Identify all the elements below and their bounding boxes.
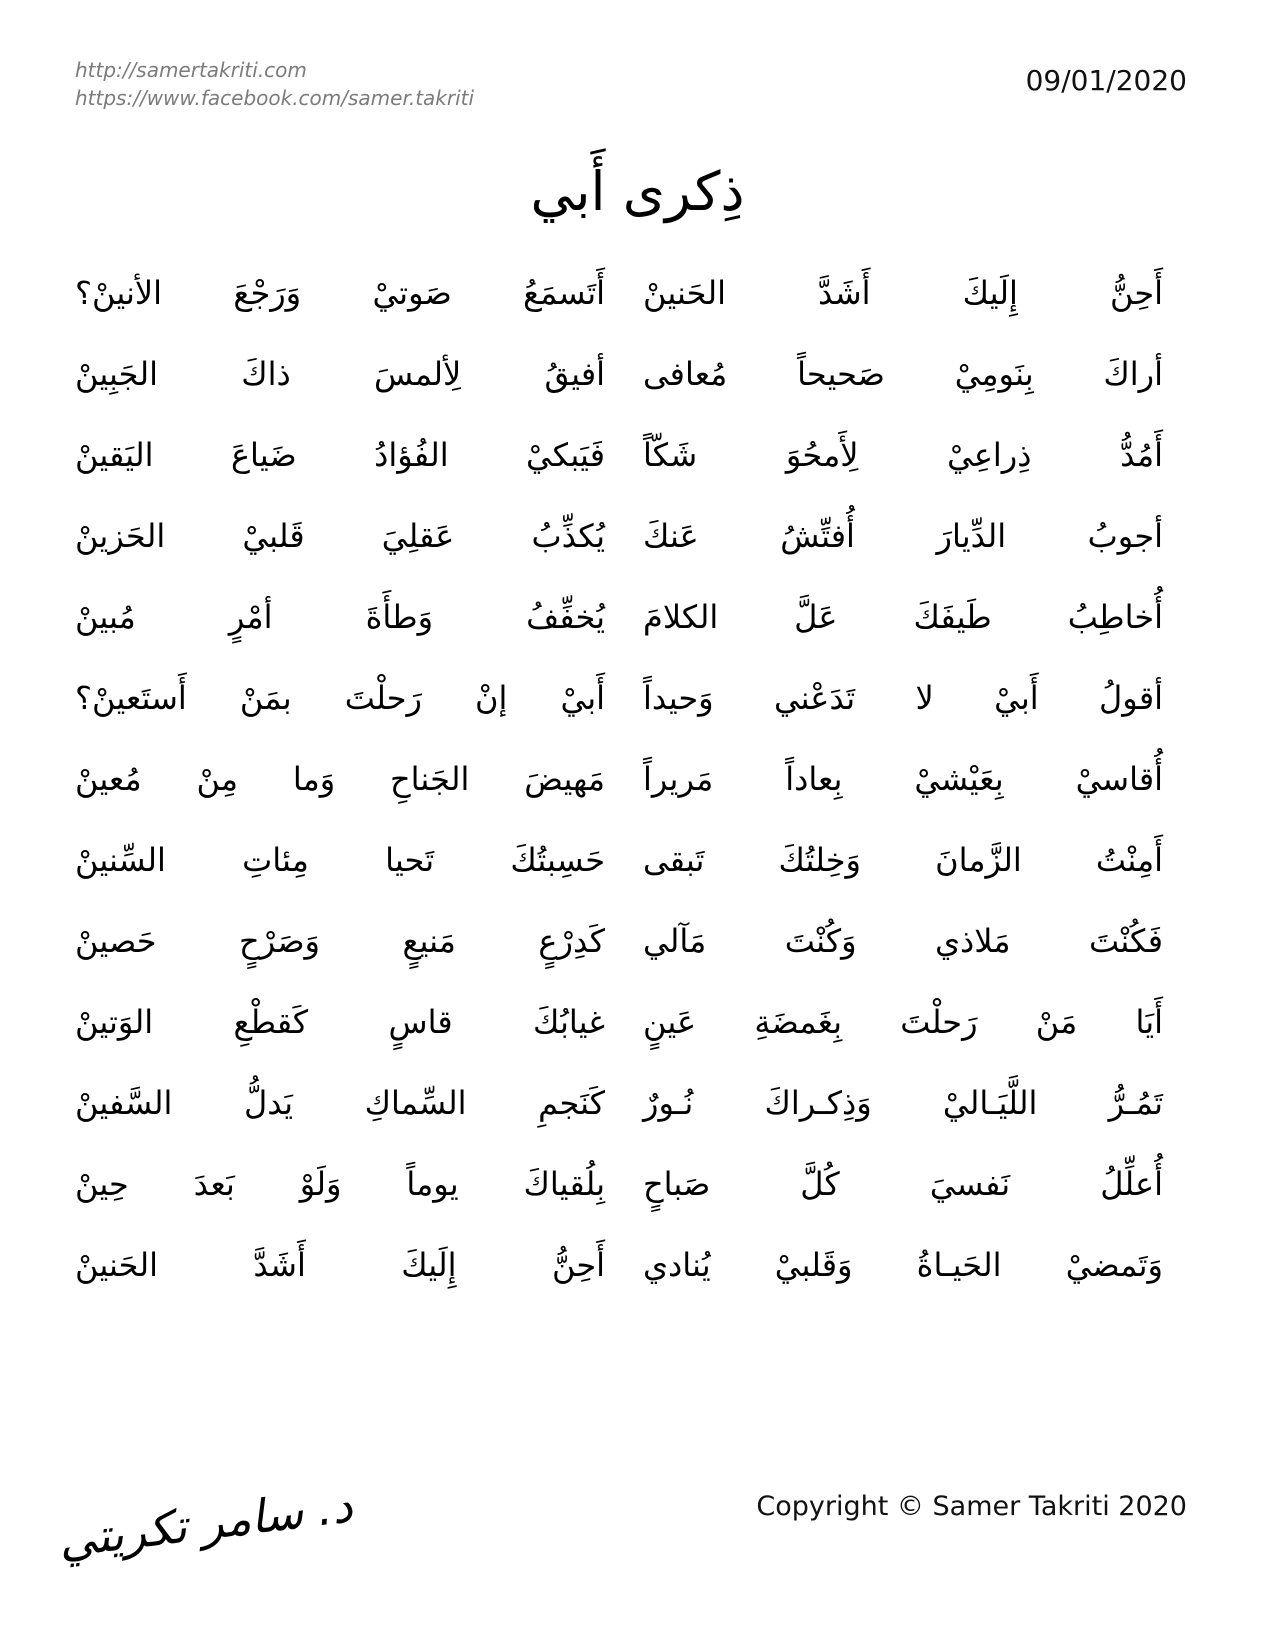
verse-row xyxy=(75,738,1163,819)
verse-row xyxy=(75,576,1163,657)
verse-row xyxy=(75,1224,1163,1305)
verse-first-hemistich: أَحِنُّ إِلَيكَ أَشَدَّ الحَنينْ xyxy=(643,273,1163,312)
website-urls xyxy=(75,56,474,112)
verse-first-hemistich: تَمُـرُّ اللَّيَـاليْ وَذِكـراكَ نُـورٌ xyxy=(643,1083,1163,1122)
verse-second-hemistich: أفيقُ لِألمسَ ذاكَ الجَبِينْ xyxy=(75,354,605,393)
verse-second-hemistich: فَيَبكيْ الفُؤادُ ضَياعَ اليَقينْ xyxy=(75,435,605,474)
verse-second-hemistich: مَهيضَ الجَناحِ وَما مِنْ مُعينْ xyxy=(75,759,605,798)
verse-row xyxy=(75,1062,1163,1143)
poem-title: ذِكرى أَبي xyxy=(530,160,745,223)
verse-first-hemistich: أَيَا مَنْ رَحلْتَ بِغَمضَةِ عَينٍ xyxy=(643,1002,1163,1041)
verse-second-hemistich: حَسِبتُكَ تَحيا مِئاتِ السِّنينْ xyxy=(75,840,605,879)
author-signature: د. سامر تكريتي xyxy=(55,1478,356,1568)
verse-second-hemistich: كَدِرْعٍ مَنيعٍ وَصَرْحٍ حَصينْ xyxy=(75,921,605,960)
verse-first-hemistich: فَكُنْتَ مَلاذي وَكُنْتَ مَآلي xyxy=(643,921,1163,960)
facebook-url: https://www.facebook.com/samer.takriti xyxy=(75,86,475,110)
verse-first-hemistich: أراكَ بِنَومِيْ صَحيحاً مُعافى xyxy=(643,354,1163,393)
verse-row xyxy=(75,819,1163,900)
verse-first-hemistich: أُخاطِبُ طَيفَكَ عَلَّ الكلامَ xyxy=(643,597,1163,636)
verse-first-hemistich: وَتَمضيْ الحَيـاةُ وَقَلبيْ يُنادي xyxy=(643,1245,1163,1284)
document-date: 09/01/2020 xyxy=(1025,64,1187,97)
verse-second-hemistich: أَبيْ إنْ رَحلْتَ بمَنْ أَستَعينْ؟ xyxy=(75,678,605,717)
verse-second-hemistich: بِلُقياكَ يوماً وَلَوْ بَعدَ حِينْ xyxy=(75,1164,605,1203)
verse-row xyxy=(75,495,1163,576)
verse-row xyxy=(75,657,1163,738)
verse-row xyxy=(75,981,1163,1062)
verse-second-hemistich: يُكذِّبُ عَقلِيَ قَلبيْ الحَزينْ xyxy=(75,516,605,555)
verse-first-hemistich: أجوبُ الدِّيارَ أُفتِّشُ عَنكَ xyxy=(643,516,1163,555)
verse-first-hemistich: أُعلِّلُ نَفسيَ كُلَّ صَباحٍ xyxy=(643,1164,1163,1203)
website-url: http://samertakriti.com xyxy=(75,58,307,82)
verse-row xyxy=(75,252,1163,333)
verse-row xyxy=(75,414,1163,495)
verse-first-hemistich: أُقاسيْ بِعَيْشيْ بِعاداً مَريراً xyxy=(643,759,1163,798)
verse-second-hemistich: كَنَجمِ السِّماكِ يَدلُّ السَّفينْ xyxy=(75,1083,605,1122)
verse-second-hemistich: يُخفِّفُ وَطأَةَ أمْرٍ مُبينْ xyxy=(75,597,605,636)
verse-first-hemistich: أقولُ أَبيْ لا تَدَعْني وَحيداً xyxy=(643,678,1163,717)
verse-row xyxy=(75,1143,1163,1224)
verse-second-hemistich: أَتَسمَعُ صَوتيْ وَرَجْعَ الأنينْ؟ xyxy=(75,273,605,312)
verse-first-hemistich: أَمُدُّ ذِراعِيْ لِأَمحُوَ شَكّاً xyxy=(643,435,1163,474)
verse-first-hemistich: أَمِنْتُ الزَّمانَ وَخِلتُكَ تَبقى xyxy=(643,840,1163,879)
verse-row xyxy=(75,333,1163,414)
verse-row xyxy=(75,900,1163,981)
copyright-notice: Copyright © Samer Takriti 2020 xyxy=(756,1491,1187,1522)
verse-second-hemistich: أَحِنُّ إِلَيكَ أَشَدَّ الحَنينْ xyxy=(75,1245,605,1284)
poem-body xyxy=(75,252,1163,1305)
verse-second-hemistich: غيابُكَ قاسٍ كَقطْعِ الوَتينْ xyxy=(75,1002,605,1041)
